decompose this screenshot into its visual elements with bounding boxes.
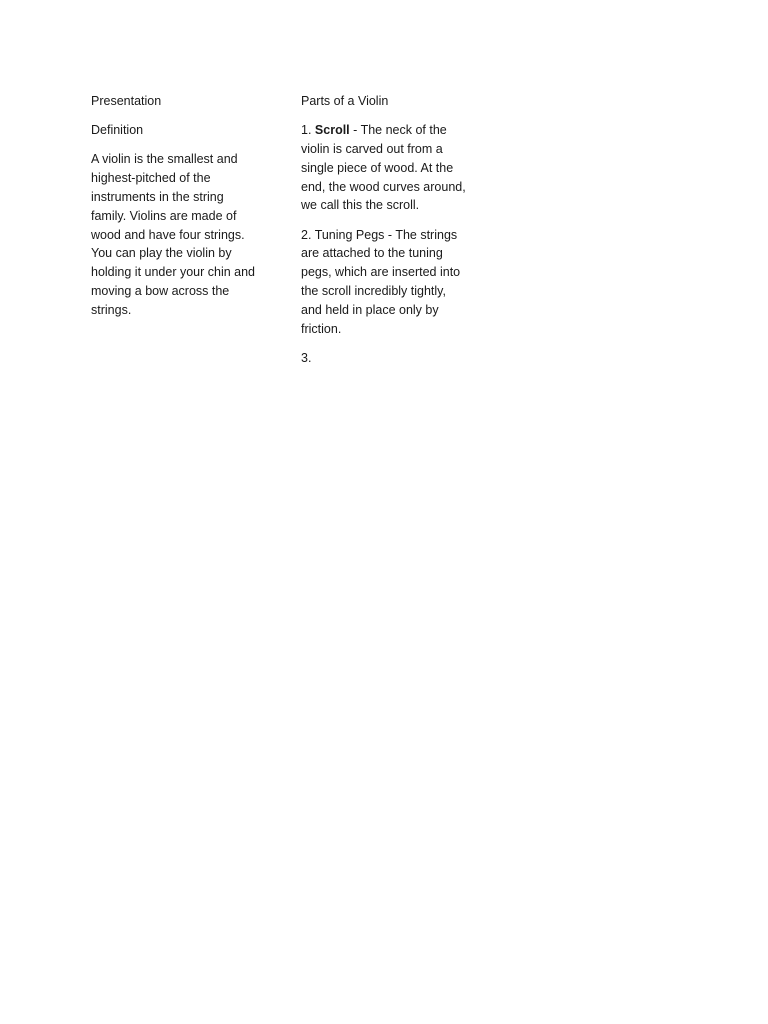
definition-subheading: Definition	[91, 123, 144, 138]
left-column	[91, 92, 261, 330]
definition-paragraph: A violin is the smallest and highest-pitched of the instruments in the string family. Violins are made of wood and have four strings. You can play the violin by holding it under your chin and moving a bow across the strings.	[91, 152, 256, 317]
part-number: 2.	[301, 227, 312, 242]
part-item-3	[301, 349, 469, 368]
part-item-tuning-pegs	[301, 226, 469, 339]
part-number: 1.	[301, 123, 312, 138]
parts-heading: Parts of a Violin	[301, 94, 389, 108]
presentation-heading: Presentation	[91, 94, 162, 108]
part-description: - The strings are attached to the tuning pegs, which are inserted into the scroll incredibly tightly, and held in place only by friction.	[301, 227, 461, 336]
part-item-scroll	[301, 121, 469, 215]
part-number: 3.	[301, 350, 312, 365]
part-term: Scroll	[314, 123, 350, 138]
right-column	[301, 92, 469, 378]
part-description: - The neck of the violin is carved out from a single piece of wood. At the end, the wood curves around, we call this the scroll.	[301, 123, 466, 213]
part-term: Tuning Pegs	[314, 227, 385, 242]
